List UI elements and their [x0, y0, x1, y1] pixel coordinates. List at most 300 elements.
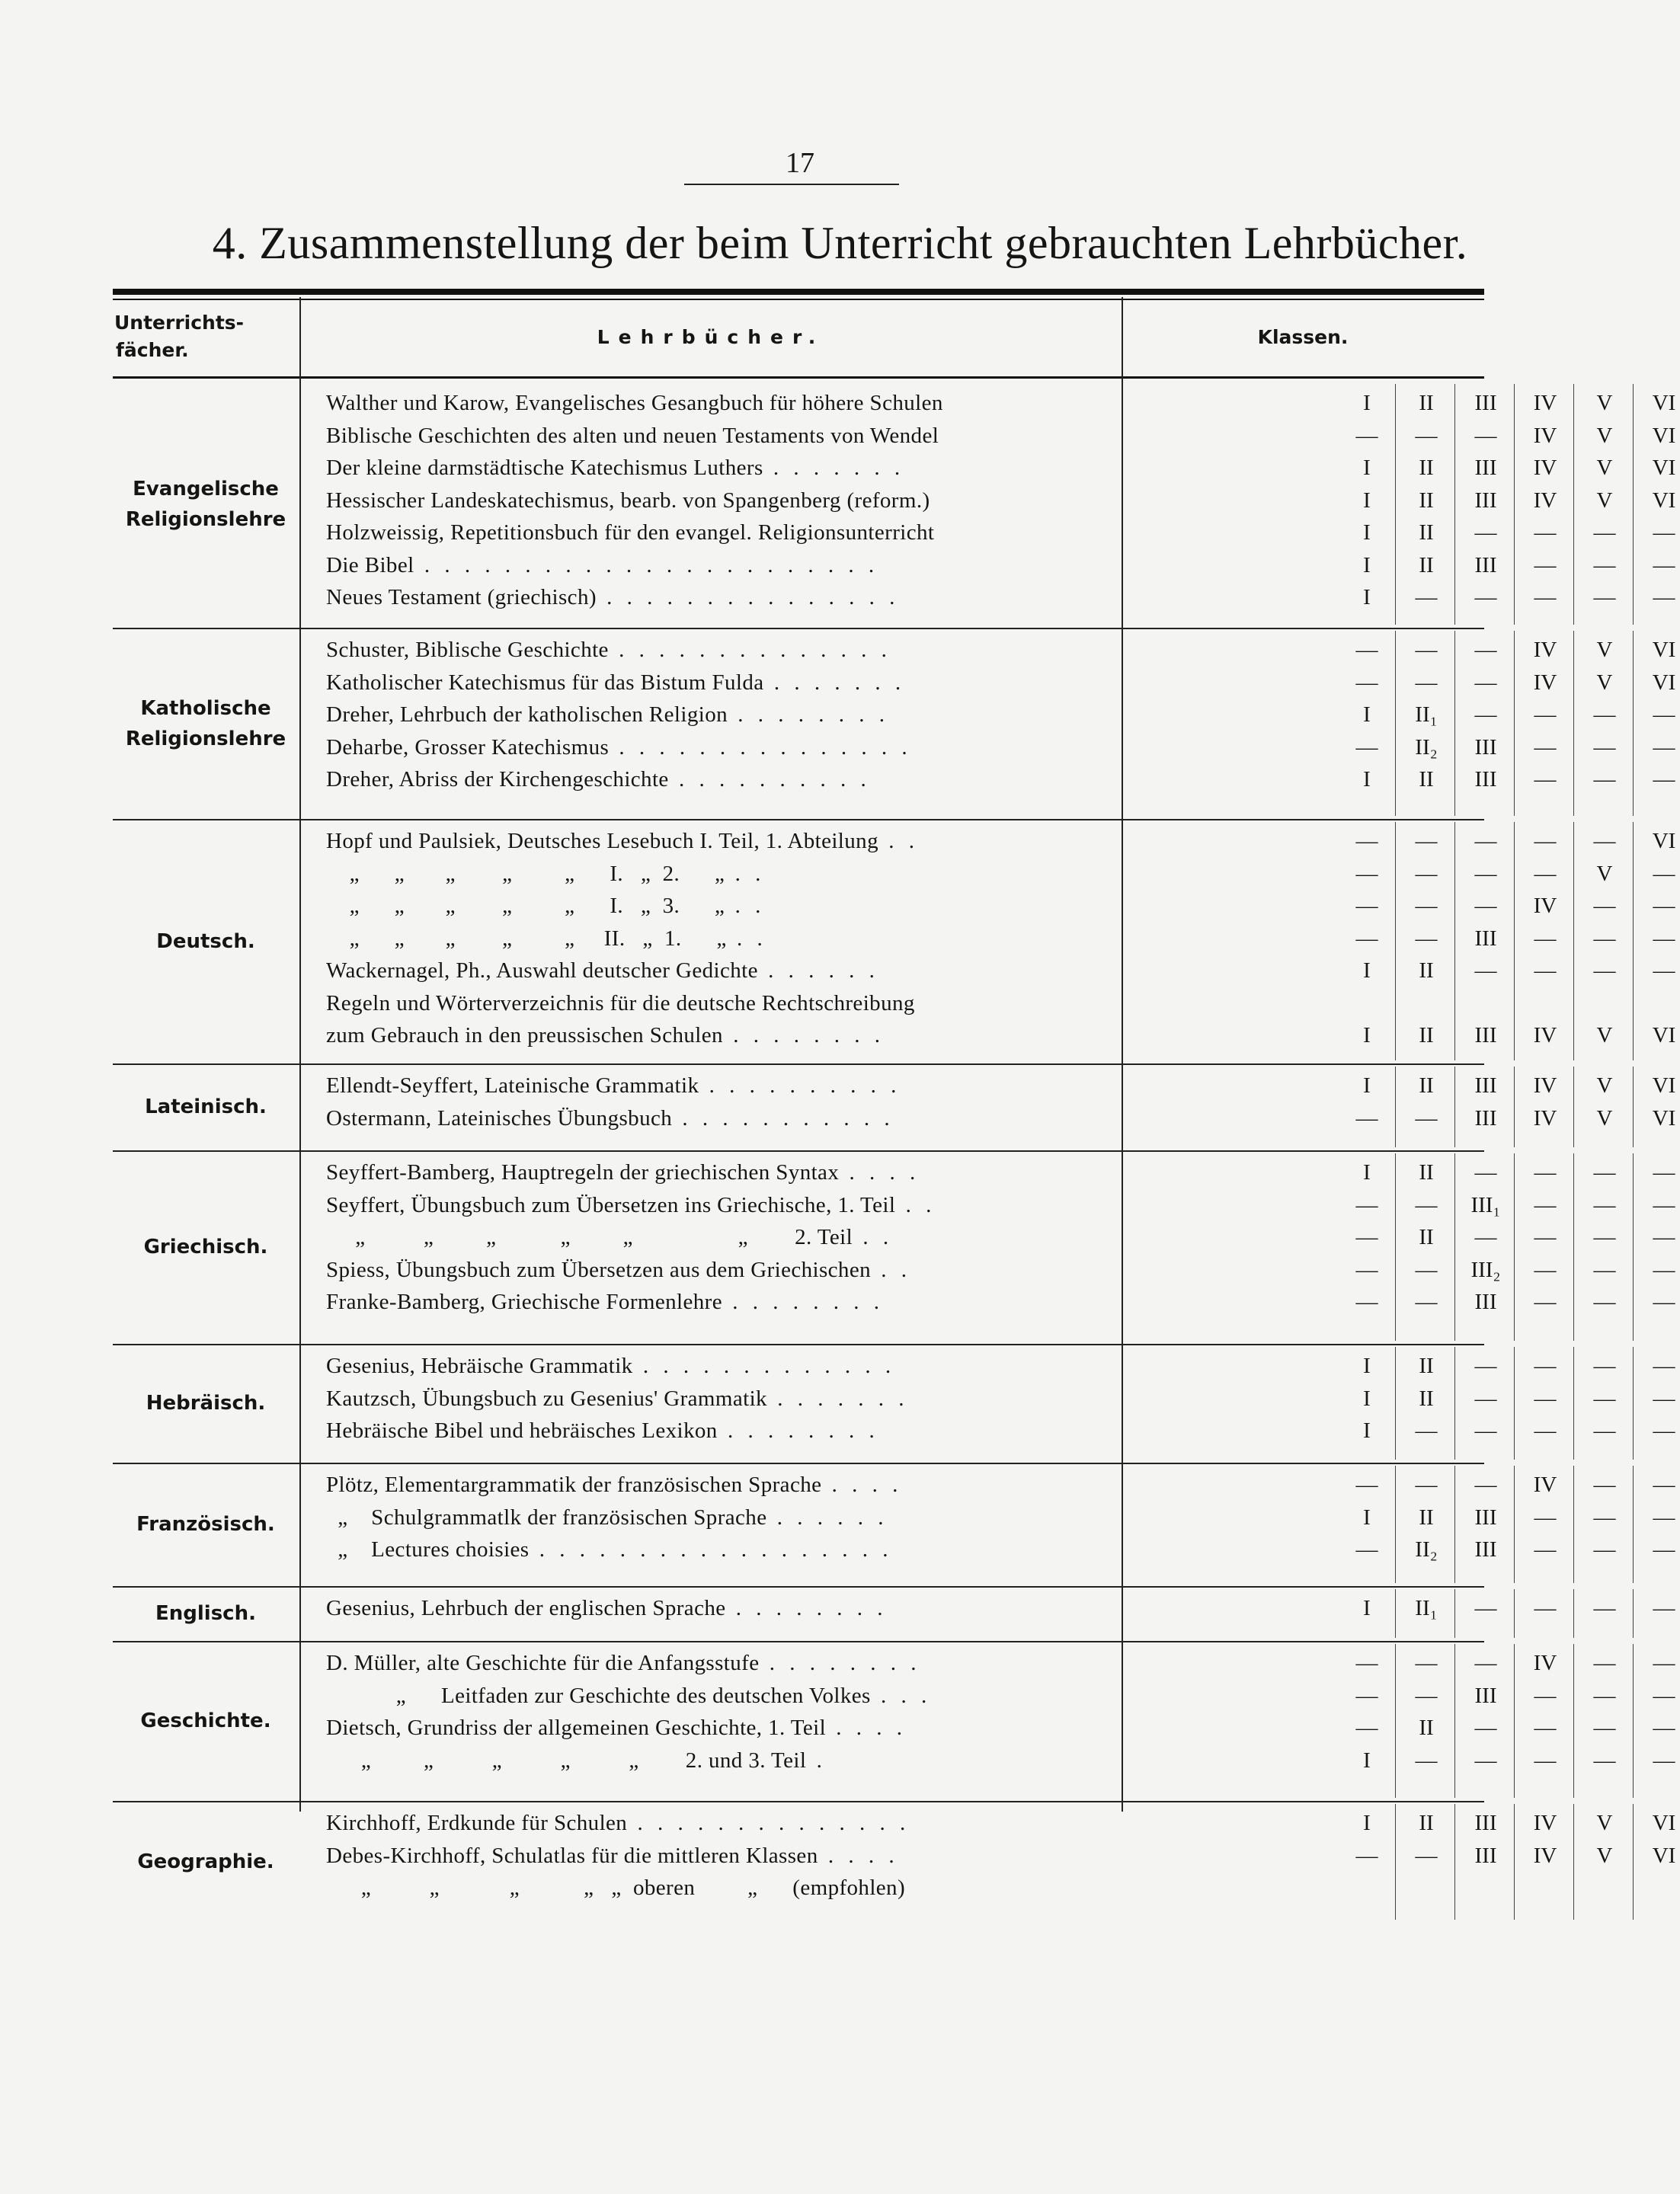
class-cell: V: [1596, 488, 1613, 513]
class-cell: II: [1419, 488, 1434, 513]
subject-name: [114, 1801, 297, 1923]
book-title-text: „ „ „ „ „ I. „ 3. „: [326, 894, 725, 918]
class-cell: V: [1596, 1811, 1613, 1835]
class-cells: [1337, 858, 1680, 891]
class-cell: —: [1355, 1105, 1378, 1131]
leader-dots: . . . . . . . . . . . . . . . . . . . . . . .: [414, 552, 879, 577]
class-cell: —: [1653, 1537, 1675, 1562]
class-cell: —: [1593, 1354, 1616, 1378]
book-title-text: Seyffert, Übungsbuch zum Übersetzen ins Griechische, 1. Teil: [326, 1192, 896, 1217]
class-cells: [1337, 1286, 1680, 1319]
class-cell: —: [1415, 1748, 1438, 1773]
class-cell: I: [1363, 1811, 1371, 1835]
class-cell: —: [1653, 894, 1675, 918]
leader-dots: . . . . . . . . . . .: [672, 1105, 894, 1131]
table-row: [326, 634, 1676, 667]
class-cell: —: [1593, 1473, 1616, 1497]
leader-dots: . . . . . . . . . . . . . . .: [596, 585, 900, 609]
class-cells: [1337, 1502, 1680, 1534]
class-cell: I: [1363, 702, 1371, 727]
class-cell: I: [1363, 552, 1371, 577]
book-title-text: Katholischer Katechismus für das Bistum Fulda: [326, 670, 764, 695]
class-cell: —: [1593, 1651, 1616, 1675]
class-cell: —: [1653, 1716, 1675, 1740]
class-cell: —: [1474, 958, 1497, 983]
book-title-text: Franke-Bamberg, Griechische Formenlehre: [326, 1290, 722, 1314]
class-column-rule: [1633, 1589, 1634, 1638]
class-cell: —: [1474, 1596, 1497, 1620]
table-row: [326, 549, 1675, 582]
class-cell: —: [1355, 734, 1378, 760]
class-cells: [1337, 1019, 1680, 1052]
leader-dots: . .: [878, 829, 919, 853]
table-top-thin-rule: [113, 299, 1484, 300]
book-title: [326, 485, 1225, 517]
table-row: [326, 485, 1676, 517]
class-column-rule: [1633, 1067, 1634, 1147]
class-cell: —: [1593, 1418, 1616, 1443]
class-cells: [1337, 1745, 1680, 1777]
class-cell: III: [1474, 1105, 1497, 1131]
class-column-rule: [1454, 1804, 1455, 1920]
subject-section: [113, 1586, 1675, 1642]
leader-dots: . . . . . . . . . . . . . . . . . .: [529, 1537, 893, 1562]
class-cell: —: [1355, 1683, 1378, 1708]
table-row: [326, 581, 1675, 614]
leader-dots: . . . . . . . .: [759, 1651, 921, 1675]
book-title: [326, 1872, 1225, 1905]
class-cells: [1337, 1592, 1680, 1625]
class-column-rule: [1573, 1153, 1574, 1341]
class-cell: VI: [1652, 670, 1676, 695]
class-cell: —: [1474, 702, 1497, 727]
book-title: [326, 987, 1225, 1052]
subject-name: [114, 381, 297, 628]
book-title-text: Dreher, Abriss der Kirchengeschichte: [326, 767, 669, 792]
book-title: [326, 1840, 1225, 1873]
table-row: [326, 987, 1676, 1052]
class-cell: IV: [1533, 1023, 1557, 1047]
class-cells: [1337, 517, 1680, 549]
class-cells: [1337, 549, 1680, 582]
class-cell: —: [1474, 1418, 1497, 1443]
table-row: [326, 1680, 1675, 1713]
class-cell: IV: [1533, 1811, 1557, 1835]
table-row: [326, 387, 1676, 420]
class-cell: —: [1355, 1225, 1378, 1249]
table-row: [326, 517, 1675, 549]
class-cell: VI: [1652, 1843, 1676, 1868]
class-cell: VI: [1652, 488, 1676, 513]
leader-dots: . . . . . . . . . . . . . . .: [609, 734, 912, 760]
table-row: [326, 825, 1676, 858]
book-title: [326, 731, 1225, 764]
class-cell: —: [1593, 894, 1616, 918]
leader-dots: . . . . . . . .: [717, 1418, 879, 1443]
class-cell: —: [1593, 1537, 1616, 1562]
book-title-text: Holzweissig, Repetitionsbuch für den evangel. Religionsunterricht: [326, 520, 935, 545]
leader-dots: . .: [725, 861, 766, 886]
book-title-text: „ Schulgrammatlk der französischen Sprache: [326, 1505, 767, 1530]
class-cells: [1337, 634, 1680, 667]
page-number-rule: [684, 184, 899, 185]
book-title-text: Deharbe, Grosser Katechismus: [326, 734, 610, 760]
class-cell: —: [1653, 1192, 1675, 1217]
class-cell: —: [1653, 520, 1675, 545]
class-column-rule: [1573, 384, 1574, 625]
class-cell: V: [1596, 1073, 1613, 1098]
table-row: [326, 763, 1675, 796]
book-title: [326, 1102, 1225, 1135]
book-title: [326, 1469, 1225, 1502]
class-cell: V: [1596, 1105, 1613, 1131]
table-row: [326, 1383, 1675, 1415]
book-title-text: „ „ „ „ „ „ 2. Teil: [326, 1225, 853, 1249]
class-cell: II: [1419, 520, 1434, 545]
class-cell: —: [1653, 1257, 1675, 1282]
class-cell: —: [1534, 1386, 1557, 1411]
class-cell: VI: [1652, 456, 1676, 480]
class-cells: [1337, 452, 1680, 485]
class-column-rule: [1395, 1466, 1396, 1583]
subject-name: [114, 1463, 297, 1586]
book-title: [326, 1647, 1225, 1680]
subject-name-line1: Deutsch.: [156, 929, 255, 953]
table-row: [326, 1286, 1675, 1319]
class-cells: [1337, 923, 1680, 955]
class-cell: —: [1355, 1473, 1378, 1497]
class-cell: —: [1534, 1354, 1557, 1378]
class-cell: —: [1593, 1257, 1616, 1282]
table-row: [326, 1502, 1675, 1534]
class-cells: [1337, 825, 1680, 858]
book-title: [326, 825, 1225, 858]
class-cell: —: [1593, 1290, 1616, 1314]
class-cell: V: [1596, 1023, 1613, 1047]
table-row: [326, 1840, 1676, 1873]
class-cell: —: [1474, 1160, 1497, 1185]
book-title-text: Plötz, Elementargrammatik der französischen Sprache: [326, 1473, 822, 1497]
table-row: [326, 1070, 1676, 1102]
class-column-rule: [1514, 631, 1515, 816]
class-cell: —: [1653, 585, 1675, 609]
class-cell: III: [1474, 391, 1497, 415]
class-cell: II: [1419, 1505, 1434, 1530]
class-cell: —: [1474, 1716, 1497, 1740]
subject-name-line1: Lateinisch.: [145, 1095, 267, 1118]
class-cells: [1337, 731, 1680, 764]
book-title: [326, 858, 1225, 891]
class-cell: III: [1474, 1683, 1497, 1708]
class-cell: —: [1474, 1386, 1497, 1411]
subject-section: [113, 1063, 1676, 1152]
class-cell: —: [1593, 734, 1616, 760]
book-list: [326, 825, 1676, 1052]
class-column-rule: [1633, 631, 1634, 816]
class-cell: IV: [1533, 894, 1557, 918]
book-title-text: Walther und Karow, Evangelisches Gesangbuch für höhere Schulen: [326, 391, 943, 415]
class-cell: —: [1474, 520, 1497, 545]
class-column-rule: [1573, 822, 1574, 1060]
class-cell: —: [1593, 926, 1616, 951]
class-cell: —: [1415, 861, 1438, 886]
table-row: [326, 1745, 1675, 1777]
class-cell: VI: [1652, 423, 1676, 448]
class-column-rule: [1633, 1347, 1634, 1460]
class-column-rule: [1395, 822, 1396, 1060]
class-column-rule: [1395, 1347, 1396, 1460]
class-cell: —: [1593, 552, 1616, 577]
header-subjects-line1: Unterrichts-: [114, 312, 245, 334]
class-cells: [1337, 1712, 1680, 1745]
class-cell: —: [1415, 1473, 1438, 1497]
class-column-rule: [1514, 1347, 1515, 1460]
class-column-rule: [1454, 1153, 1455, 1341]
class-column-rule: [1514, 384, 1515, 625]
class-cell: III: [1474, 1843, 1497, 1868]
book-title: [326, 387, 1225, 420]
book-title: [326, 517, 1225, 549]
class-cell: —: [1355, 861, 1378, 886]
class-cell: —: [1534, 520, 1557, 545]
class-column-rule: [1573, 1589, 1574, 1638]
book-title-text: D. Müller, alte Geschichte für die Anfangsstufe: [326, 1651, 760, 1675]
book-title-text: „ „ „ „ „ II. „ 1. „: [326, 926, 727, 951]
class-cell: —: [1534, 926, 1557, 951]
book-title-text: Seyffert-Bamberg, Hauptregeln der griechischen Syntax: [326, 1160, 840, 1185]
book-title: [326, 581, 1225, 614]
book-title: [326, 1286, 1225, 1319]
class-cell: —: [1653, 1505, 1675, 1530]
class-cell: I: [1363, 1386, 1371, 1411]
class-column-rule: [1633, 1644, 1634, 1798]
subject-name-line1: Englisch.: [155, 1602, 256, 1625]
book-title-text: Debes-Kirchhoff, Schulatlas für die mittleren Klassen: [326, 1843, 818, 1868]
book-title-text: Hebräische Bibel und hebräisches Lexikon: [326, 1418, 718, 1443]
class-cell: —: [1534, 585, 1557, 609]
class-cells: [1337, 387, 1680, 420]
class-cell: —: [1653, 1651, 1675, 1675]
book-title-text: „ „ „ „ „ oberen „ (empfohlen): [326, 1876, 906, 1900]
leader-dots: . .: [726, 926, 767, 951]
class-cell: II: [1419, 1386, 1434, 1411]
book-title-text: Spiess, Übungsbuch zum Übersetzen aus dem Griechischen: [326, 1257, 872, 1282]
class-cell: —: [1653, 702, 1675, 727]
book-title: [326, 955, 1225, 987]
class-cell: —: [1593, 1160, 1616, 1185]
class-cell: V: [1596, 670, 1613, 695]
book-title: [326, 549, 1225, 582]
subject-section: [113, 819, 1676, 1065]
class-column-rule: [1454, 631, 1455, 816]
class-cell: V: [1596, 391, 1613, 415]
class-cell: —: [1474, 1225, 1497, 1249]
book-list: [326, 634, 1676, 796]
class-cell: —: [1653, 958, 1675, 983]
table-row: [326, 1872, 1225, 1905]
class-column-rule: [1395, 384, 1396, 625]
class-cell: —: [1415, 1290, 1438, 1314]
leader-dots: . . . . . . . . . . . . . .: [608, 638, 891, 662]
subject-section: [113, 1641, 1675, 1802]
class-cell: V: [1596, 456, 1613, 480]
class-cell: VI: [1652, 1105, 1676, 1131]
class-cell: —: [1355, 829, 1378, 853]
class-cell: —: [1355, 1651, 1378, 1675]
book-list: [326, 1070, 1676, 1134]
class-cell: I: [1363, 1596, 1371, 1620]
class-cell: II: [1419, 1354, 1434, 1378]
book-title: [326, 420, 1225, 453]
subject-name: [114, 1586, 297, 1641]
class-column-rule: [1454, 1347, 1455, 1460]
book-title: [326, 1680, 1225, 1713]
table-row: [326, 452, 1676, 485]
leader-dots: . . . .: [821, 1473, 903, 1497]
class-cell: —: [1355, 1290, 1378, 1314]
class-cell: —: [1653, 926, 1675, 951]
book-title: [326, 699, 1225, 731]
class-cells: [1337, 1840, 1680, 1873]
class-cell: II: [1419, 1225, 1434, 1249]
class-cell: III: [1474, 1290, 1497, 1314]
class-cell: II: [1419, 552, 1434, 577]
class-cell: —: [1593, 1386, 1616, 1411]
header-subjects-line2: fächer.: [116, 339, 189, 361]
book-list: [326, 1807, 1676, 1905]
leader-dots: . . . . . . . . . . . . .: [632, 1354, 896, 1378]
table-row: [326, 420, 1676, 453]
class-cells: [1337, 1534, 1680, 1566]
table-row: [326, 1469, 1675, 1502]
class-cell: III: [1474, 1811, 1497, 1835]
class-cell: I: [1363, 1505, 1371, 1530]
book-title-text: „ Lectures choisies: [326, 1537, 530, 1562]
class-cells: [1337, 955, 1680, 987]
class-cell: —: [1593, 702, 1616, 727]
class-cell: —: [1653, 1160, 1675, 1185]
class-cell: II: [1419, 767, 1434, 792]
book-title-text: Der kleine darmstädtische Katechismus Luthers: [326, 456, 763, 480]
book-title: [326, 1534, 1225, 1566]
book-title: [326, 1712, 1225, 1745]
class-cell: I: [1363, 1354, 1371, 1378]
class-column-rule: [1395, 631, 1396, 816]
leader-dots: . .: [895, 1192, 936, 1217]
class-cell: III: [1474, 1505, 1497, 1530]
class-cell: —: [1653, 1596, 1675, 1620]
leader-dots: . . . . . . . .: [722, 1290, 884, 1314]
class-cell: VI: [1652, 1811, 1676, 1835]
class-cell: —: [1415, 829, 1438, 853]
class-cell: —: [1653, 1748, 1675, 1773]
class-cell: —: [1474, 829, 1497, 853]
class-cell: II₂: [1415, 734, 1438, 760]
class-cell: —: [1534, 1257, 1557, 1282]
book-title-text: Hessischer Landeskatechismus, bearb. von Spangenberg (reform.): [326, 488, 930, 513]
class-cell: —: [1653, 1290, 1675, 1314]
class-cell: —: [1534, 1748, 1557, 1773]
book-list: [326, 1156, 1675, 1319]
subject-name: [114, 628, 297, 819]
class-cell: III₂: [1470, 1257, 1501, 1282]
leader-dots: . . . .: [818, 1843, 899, 1868]
page-number: 17: [786, 147, 814, 179]
class-column-rule: [1514, 1589, 1515, 1638]
class-cell: —: [1415, 926, 1438, 951]
class-cell: II₁: [1415, 1596, 1438, 1620]
class-cell: II: [1419, 958, 1434, 983]
subject-name-line1: Evangelische: [133, 478, 279, 501]
class-cell: II: [1419, 1160, 1434, 1185]
leader-dots: . . . . . . . . . .: [699, 1073, 901, 1098]
book-title-text: Ellendt-Seyffert, Lateinische Grammatik: [326, 1073, 699, 1098]
book-title-text: Gesenius, Hebräische Grammatik: [326, 1354, 633, 1378]
leader-dots: . . . . . . . . . . . . . .: [627, 1811, 910, 1835]
class-cell: —: [1534, 829, 1557, 853]
class-cell: —: [1593, 520, 1616, 545]
class-column-rule: [1395, 1644, 1396, 1798]
subject-name: [114, 1641, 297, 1801]
class-cell: —: [1534, 702, 1557, 727]
table-row: [326, 955, 1675, 987]
class-cell: II: [1419, 1023, 1434, 1047]
class-column-rule: [1633, 1153, 1634, 1341]
class-cell: —: [1534, 861, 1557, 886]
class-column-rule: [1573, 1466, 1574, 1583]
class-cell: I: [1363, 1073, 1371, 1098]
class-column-rule: [1454, 1644, 1455, 1798]
leader-dots: . . . . . . .: [763, 670, 906, 695]
class-cells: [1337, 581, 1680, 614]
class-cell: —: [1593, 767, 1616, 792]
book-title-text: Ostermann, Lateinisches Übungsbuch: [326, 1105, 673, 1131]
class-cell: II: [1419, 1716, 1434, 1740]
class-cells: [1337, 1156, 1680, 1189]
class-cell: —: [1474, 1651, 1497, 1675]
class-cell: IV: [1533, 1473, 1557, 1497]
class-cell: —: [1534, 1537, 1557, 1562]
class-cell: —: [1355, 894, 1378, 918]
class-cell: —: [1534, 1683, 1557, 1708]
class-cell: —: [1474, 861, 1497, 886]
subject-name-line1: Katholische: [140, 696, 271, 720]
class-cell: II: [1419, 1073, 1434, 1098]
class-cell: —: [1534, 734, 1557, 760]
subject-name-line1: Hebräisch.: [146, 1392, 266, 1415]
book-title: [326, 923, 1225, 955]
leader-dots: .: [806, 1748, 827, 1773]
class-cell: —: [1593, 958, 1616, 983]
header-rule: [113, 376, 1484, 379]
class-cells: [1337, 763, 1680, 796]
header-subjects: [114, 309, 297, 364]
class-column-rule: [1573, 1644, 1574, 1798]
class-cell: —: [1653, 1225, 1675, 1249]
table-row: [326, 699, 1675, 731]
leader-dots: . . . .: [826, 1716, 907, 1740]
book-title: [326, 1502, 1225, 1534]
book-title: [326, 1745, 1225, 1777]
book-title-text: Dietsch, Grundriss der allgemeinen Geschichte, 1. Teil: [326, 1716, 827, 1740]
book-title-text: Wackernagel, Ph., Auswahl deutscher Gedichte: [326, 958, 758, 983]
class-cell: II: [1419, 391, 1434, 415]
class-cell: —: [1653, 734, 1675, 760]
leader-dots: . . . . . .: [757, 958, 879, 983]
class-cell: —: [1415, 1257, 1438, 1282]
class-cell: —: [1534, 1505, 1557, 1530]
class-cell: —: [1474, 638, 1497, 662]
